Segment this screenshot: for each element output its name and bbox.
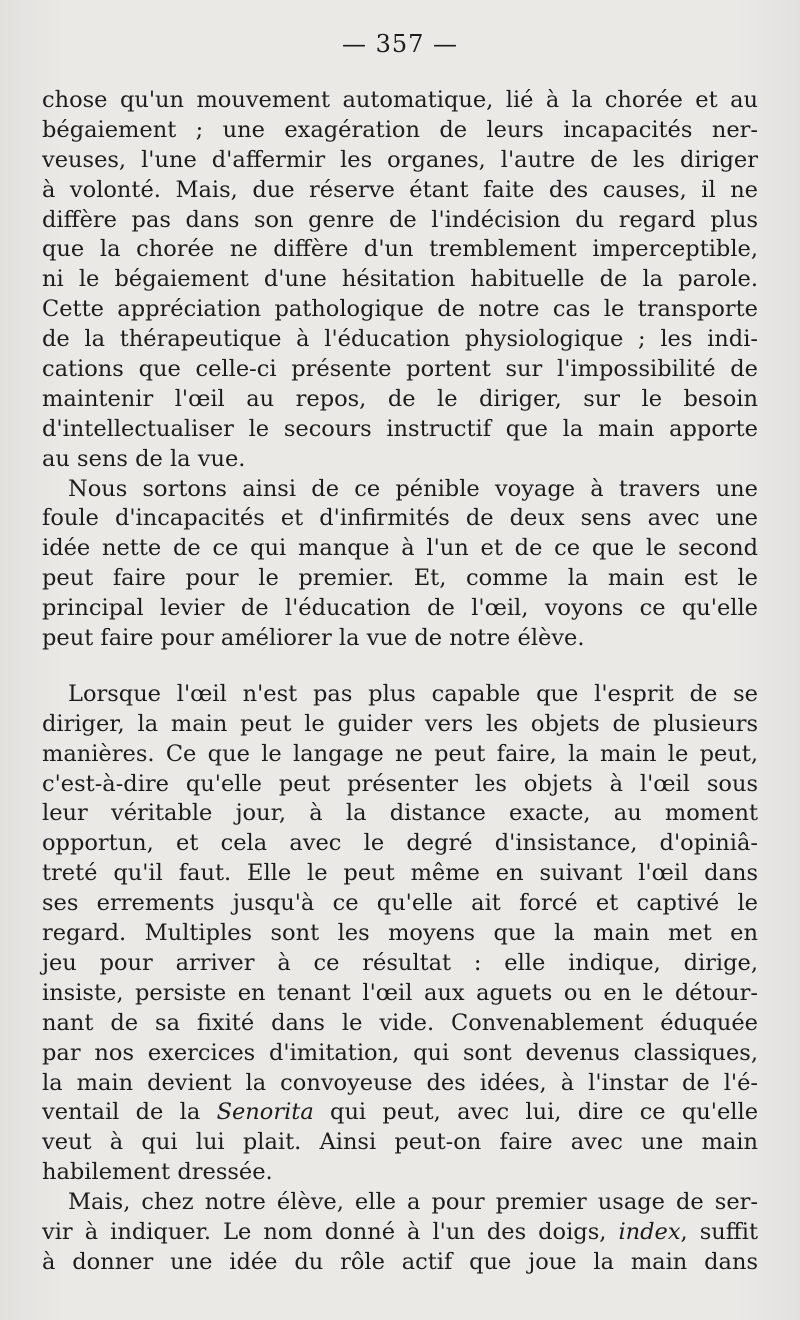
text-line: habilement dressée. (42, 1159, 273, 1186)
text-run: qui peut, avec lui, dire ce qu'elle (313, 1099, 759, 1126)
text-line: insiste, persiste en tenant l'œil aux aguets ou en le détour- (42, 979, 758, 1006)
text-line: Cette appréciation pathologique de notre cas le transporte (42, 296, 758, 323)
paragraph-gap (42, 654, 758, 680)
text-line: à volonté. Mais, due réserve étant faite des causes, il ne (42, 176, 758, 203)
text-run: , suffit (680, 1218, 758, 1245)
text-line: par nos exercices d'imitation, qui sont devenus classiques, (42, 1039, 758, 1066)
text-run: ventail de la (42, 1099, 217, 1126)
body-text (42, 86, 758, 1278)
text-line: jeu pour arriver à ce résultat : elle indique, dirige, (42, 949, 758, 976)
text-line: peut faire pour le premier. Et, comme la main est le (42, 565, 758, 592)
text-line: peut faire pour améliorer la vue de notre élève. (42, 625, 585, 652)
text-line: la main devient la convoyeuse des idées, à l'instar de l'é- (42, 1069, 758, 1096)
text-line: que la chorée ne diffère d'un tremblement imperceptible, (42, 236, 758, 263)
italic-word: index (618, 1218, 681, 1245)
page-number: — 357 — (341, 30, 459, 58)
text-line: Lorsque l'œil n'est pas plus capable que l'esprit de se (68, 680, 758, 707)
text-line: foule d'incapacités et d'infirmités de deux sens avec une (42, 505, 758, 532)
text-line: ses errements jusqu'à ce qu'elle ait forcé et captivé le (42, 890, 758, 917)
text-line: principal levier de l'éducation de l'œil, voyons ce qu'elle (42, 595, 758, 622)
text-line: opportun, et cela avec le degré d'insistance, d'opiniâ- (42, 830, 758, 857)
text-line: diriger, la main peut le guider vers les objets de plusieurs (42, 710, 758, 737)
italic-word: Senorita (216, 1099, 314, 1126)
text-line: ni le bégaiement d'une hésitation habituelle de la parole. (42, 266, 758, 293)
text-run: vir à indiquer. Le nom donné à l'un des doigs, (42, 1218, 619, 1245)
text-line: d'intellectualiser le secours instructif que la main apporte (42, 415, 758, 442)
text-line: veut à qui lui plait. Ainsi peut-on faire avec une main (42, 1129, 758, 1156)
text-line: Nous sortons ainsi de ce pénible voyage à travers une (68, 475, 758, 502)
text-line: à donner une idée du rôle actif que joue la main dans (42, 1248, 758, 1275)
text-line: au sens de la vue. (42, 445, 246, 472)
text-line: diffère pas dans son genre de l'indécision du regard plus (42, 206, 758, 233)
text-line: maintenir l'œil au repos, de le diriger, sur le besoin (42, 385, 758, 412)
text-line: nant de sa fixité dans le vide. Convenablement éduquée (42, 1009, 758, 1036)
text-line-with-italic (42, 1098, 758, 1128)
text-line: chose qu'un mouvement automatique, lié à la chorée et au (42, 87, 758, 113)
text-line: Mais, chez notre élève, elle a pour premier usage de ser- (68, 1189, 758, 1216)
text-line: leur véritable jour, à la distance exacte, au moment (42, 800, 758, 827)
text-line: treté qu'il faut. Elle le peut même en suivant l'œil dans (42, 860, 758, 887)
text-line: cations que celle-ci présente portent sur l'impossibilité de (42, 356, 758, 383)
text-line: veuses, l'une d'affermir les organes, l'autre de les diriger (42, 146, 758, 173)
text-line: de la thérapeutique à l'éducation physiologique ; les indi- (42, 326, 758, 353)
text-line: bégaiement ; une exagération de leurs incapacités ner- (42, 116, 758, 143)
text-line-with-italic (42, 1218, 758, 1248)
text-line: regard. Multiples sont les moyens que la main met en (42, 920, 758, 947)
text-line: c'est-à-dire qu'elle peut présenter les objets à l'œil sous (42, 770, 758, 797)
text-line: idée nette de ce qui manque à l'un et de ce que le second (42, 535, 758, 562)
text-line: manières. Ce que le langage ne peut faire, la main le peut, (42, 740, 758, 767)
